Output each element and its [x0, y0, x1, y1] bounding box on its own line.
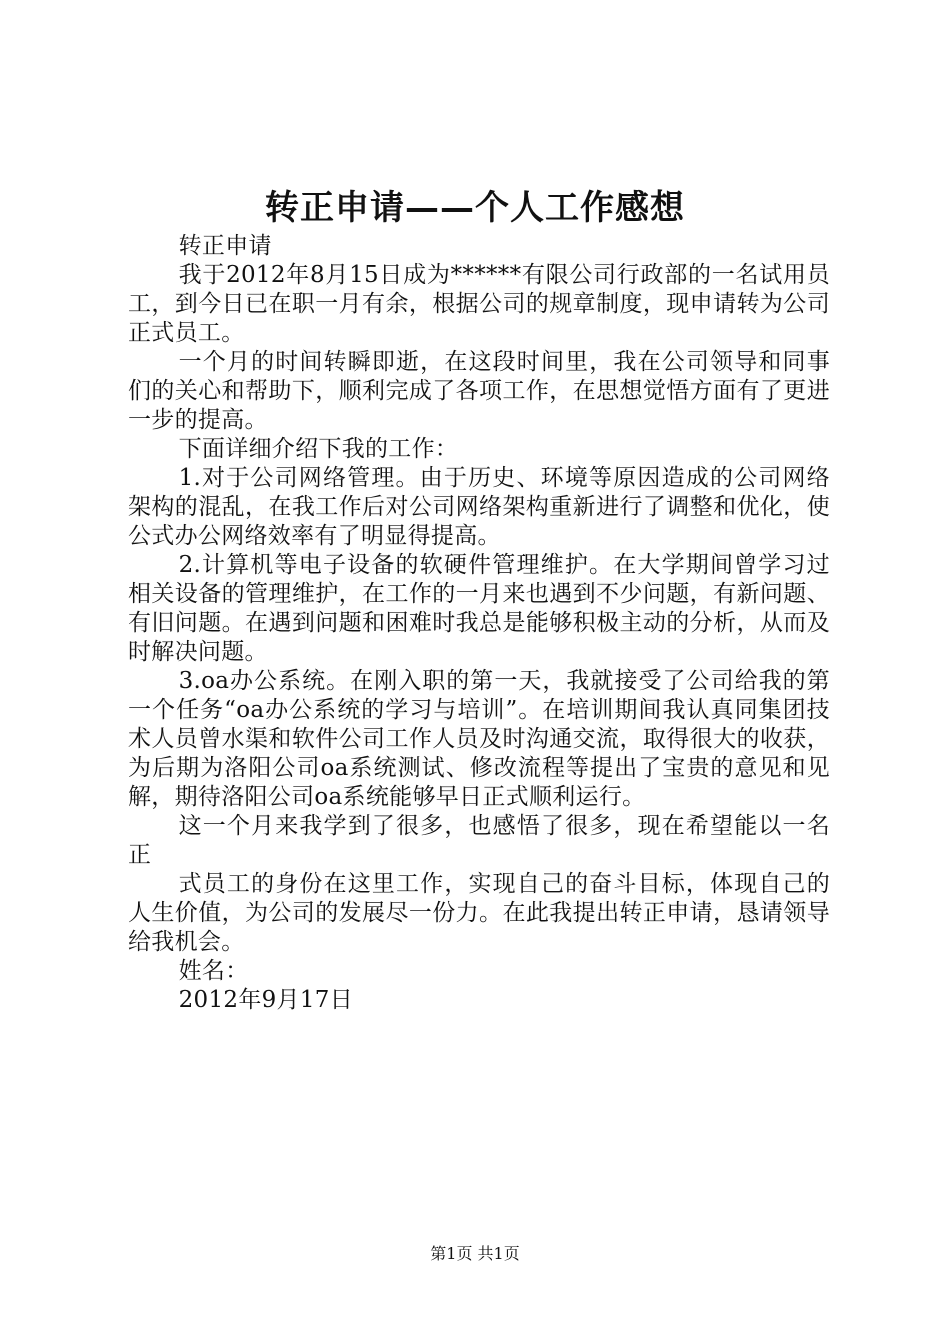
paragraph-item-2: 2.计算机等电子设备的软硬件管理维护。在大学期间曾学习过相关设备的管理维护，在工作的一月来也遇到不少问题，有新问题、有旧问题。在遇到问题和困难时我总是能够积极主动的分析，从而及时解决问题。	[128, 552, 830, 665]
paragraph-intro: 我于2012年8月15日成为******有限公司行政部的一名试用员工，到今日已在职一月有余，根据公司的规章制度，现申请转为公司正式员工。	[128, 262, 830, 346]
paragraph-item-1: 1.对于公司网络管理。由于历史、环境等原因造成的公司网络架构的混乱，在我工作后对公司网络架构重新进行了调整和优化，使公式办公网络效率有了明显得提高。	[128, 465, 830, 549]
paragraph-heading: 转正申请	[178, 233, 272, 259]
paragraph-conclusion-b: 式员工的身份在这里工作，实现自己的奋斗目标，体现自己的人生价值，为公司的发展尽一份力。在此我提出转正申请，恳请领导给我机会。	[128, 871, 830, 955]
paragraph-item-3: 3.oa办公系统。在刚入职的第一天，我就接受了公司给我的第一个任务“oa办公系统的学习与培训”。在培训期间我认真同集团技术人员曾水渠和软件公司工作人员及时沟通交流，取得很大的收获，为后期为洛阳公司oa系统测试、修改流程等提出了宝贵的意见和见解，期待洛阳公司oa系统能够早日正式顺利运行。	[128, 668, 830, 810]
page-footer: 第1页 共1页	[430, 1244, 520, 1263]
document-body	[128, 232, 830, 1015]
document-title: 转正申请——个人工作感想	[265, 188, 685, 228]
signature-name-label: 姓名：	[178, 958, 249, 984]
paragraph-summary: 一个月的时间转瞬即逝，在这段时间里，我在公司领导和同事们的关心和帮助下，顺利完成了各项工作，在思想觉悟方面有了更进一步的提高。	[128, 349, 830, 433]
signature-date: 2012年9月17日	[178, 987, 354, 1013]
paragraph-conclusion-a: 这一个月来我学到了很多，也感悟了很多，现在希望能以一名正	[128, 813, 830, 868]
paragraph-work-intro: 下面详细介绍下我的工作：	[178, 436, 459, 462]
